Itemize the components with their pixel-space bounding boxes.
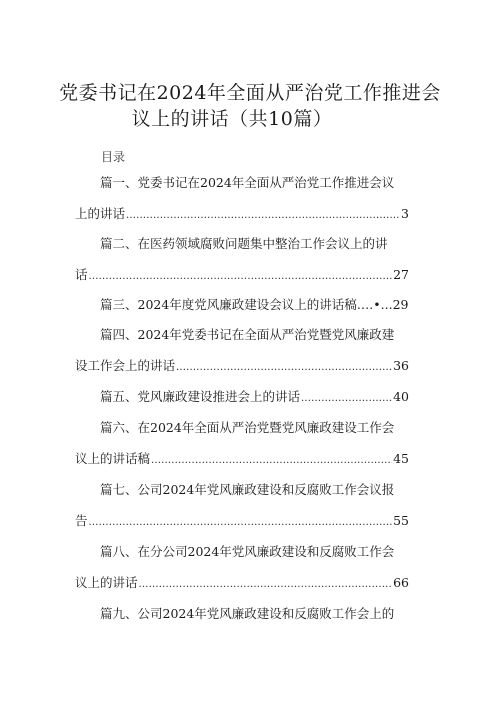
toc-entry-5[interactable] — [100, 389, 409, 407]
toc-entry-1-line-1[interactable]: 篇一、党委书记在2024年全面从严治党工作推进会议 — [100, 175, 395, 190]
toc-entry-1-page: 3 — [401, 206, 409, 221]
toc-entry-6-text: 议上的讲话稿 — [75, 451, 151, 466]
toc-leader-dots — [89, 515, 393, 531]
toc-entry-2-text: 话 — [75, 267, 88, 282]
toc-leader-dots — [126, 208, 400, 224]
toc-entry-3-dots: ... — [380, 297, 393, 312]
toc-entry-7-line-1[interactable]: 篇七、公司2024年党风廉政建设和反腐败工作会议报 — [100, 482, 395, 497]
toc-leader-dots — [151, 453, 392, 469]
toc-entry-1-text: 上的讲话 — [75, 206, 126, 221]
toc-label: 目录 — [101, 150, 126, 164]
toc-entry-5-text: 篇五、党风廉政建设推进会上的讲话 — [100, 389, 301, 404]
toc-entry-6-line-1[interactable]: 篇六、在2024年全面从严治党暨党风廉政建设工作会 — [100, 420, 395, 435]
toc-leader-dots — [89, 269, 393, 285]
toc-entry-9-line-1[interactable]: 篇九、公司2024年党风廉政建设和反腐败工作会上的 — [100, 606, 395, 621]
toc-entry-7-page: 55 — [393, 513, 409, 528]
toc-entry-7-line-2[interactable] — [75, 513, 409, 531]
toc-entry-2-line-2[interactable] — [75, 267, 409, 285]
document-title-line-1: 党委书记在2024年全面从严治党工作推进会 — [59, 82, 441, 104]
toc-leader-dots — [139, 577, 393, 593]
toc-entry-8-page: 66 — [393, 575, 409, 590]
toc-entry-8-text: 议上的讲话 — [75, 575, 138, 590]
toc-entry-8-line-1[interactable]: 篇八、在分公司2024年党风廉政建设和反腐败工作会 — [100, 544, 395, 559]
toc-entry-4-line-1[interactable]: 篇四、2024年党委书记在全面从严治党暨党风廉政建 — [100, 327, 395, 342]
toc-entry-6-page: 45 — [393, 451, 409, 466]
toc-entry-4-line-2[interactable] — [75, 358, 409, 376]
toc-entry-2-line-1[interactable]: 篇二、在医药领域腐败问题集中整治工作会议上的讲 — [100, 236, 388, 251]
toc-leader-dots — [301, 391, 392, 407]
toc-entry-7-text: 告 — [75, 513, 88, 528]
toc-entry-6-line-2[interactable] — [75, 451, 409, 469]
document-title-line-2: 议上的讲话（共10篇） — [131, 108, 333, 130]
toc-entry-3-page: 29 — [392, 297, 409, 312]
toc-leader-dots — [176, 360, 392, 376]
toc-entry-2-page: 27 — [393, 267, 409, 282]
toc-entry-8-line-2[interactable] — [75, 575, 409, 593]
toc-entry-3-text: 篇三、2024年度党风廉政建设会议上的讲话稿….• — [100, 297, 381, 312]
toc-entry-3[interactable] — [100, 297, 409, 313]
toc-entry-4-page: 36 — [393, 358, 409, 373]
toc-entry-5-page: 40 — [393, 389, 409, 404]
toc-entry-4-text: 设工作会上的讲话 — [75, 358, 176, 373]
toc-entry-1-line-2[interactable] — [75, 206, 409, 224]
